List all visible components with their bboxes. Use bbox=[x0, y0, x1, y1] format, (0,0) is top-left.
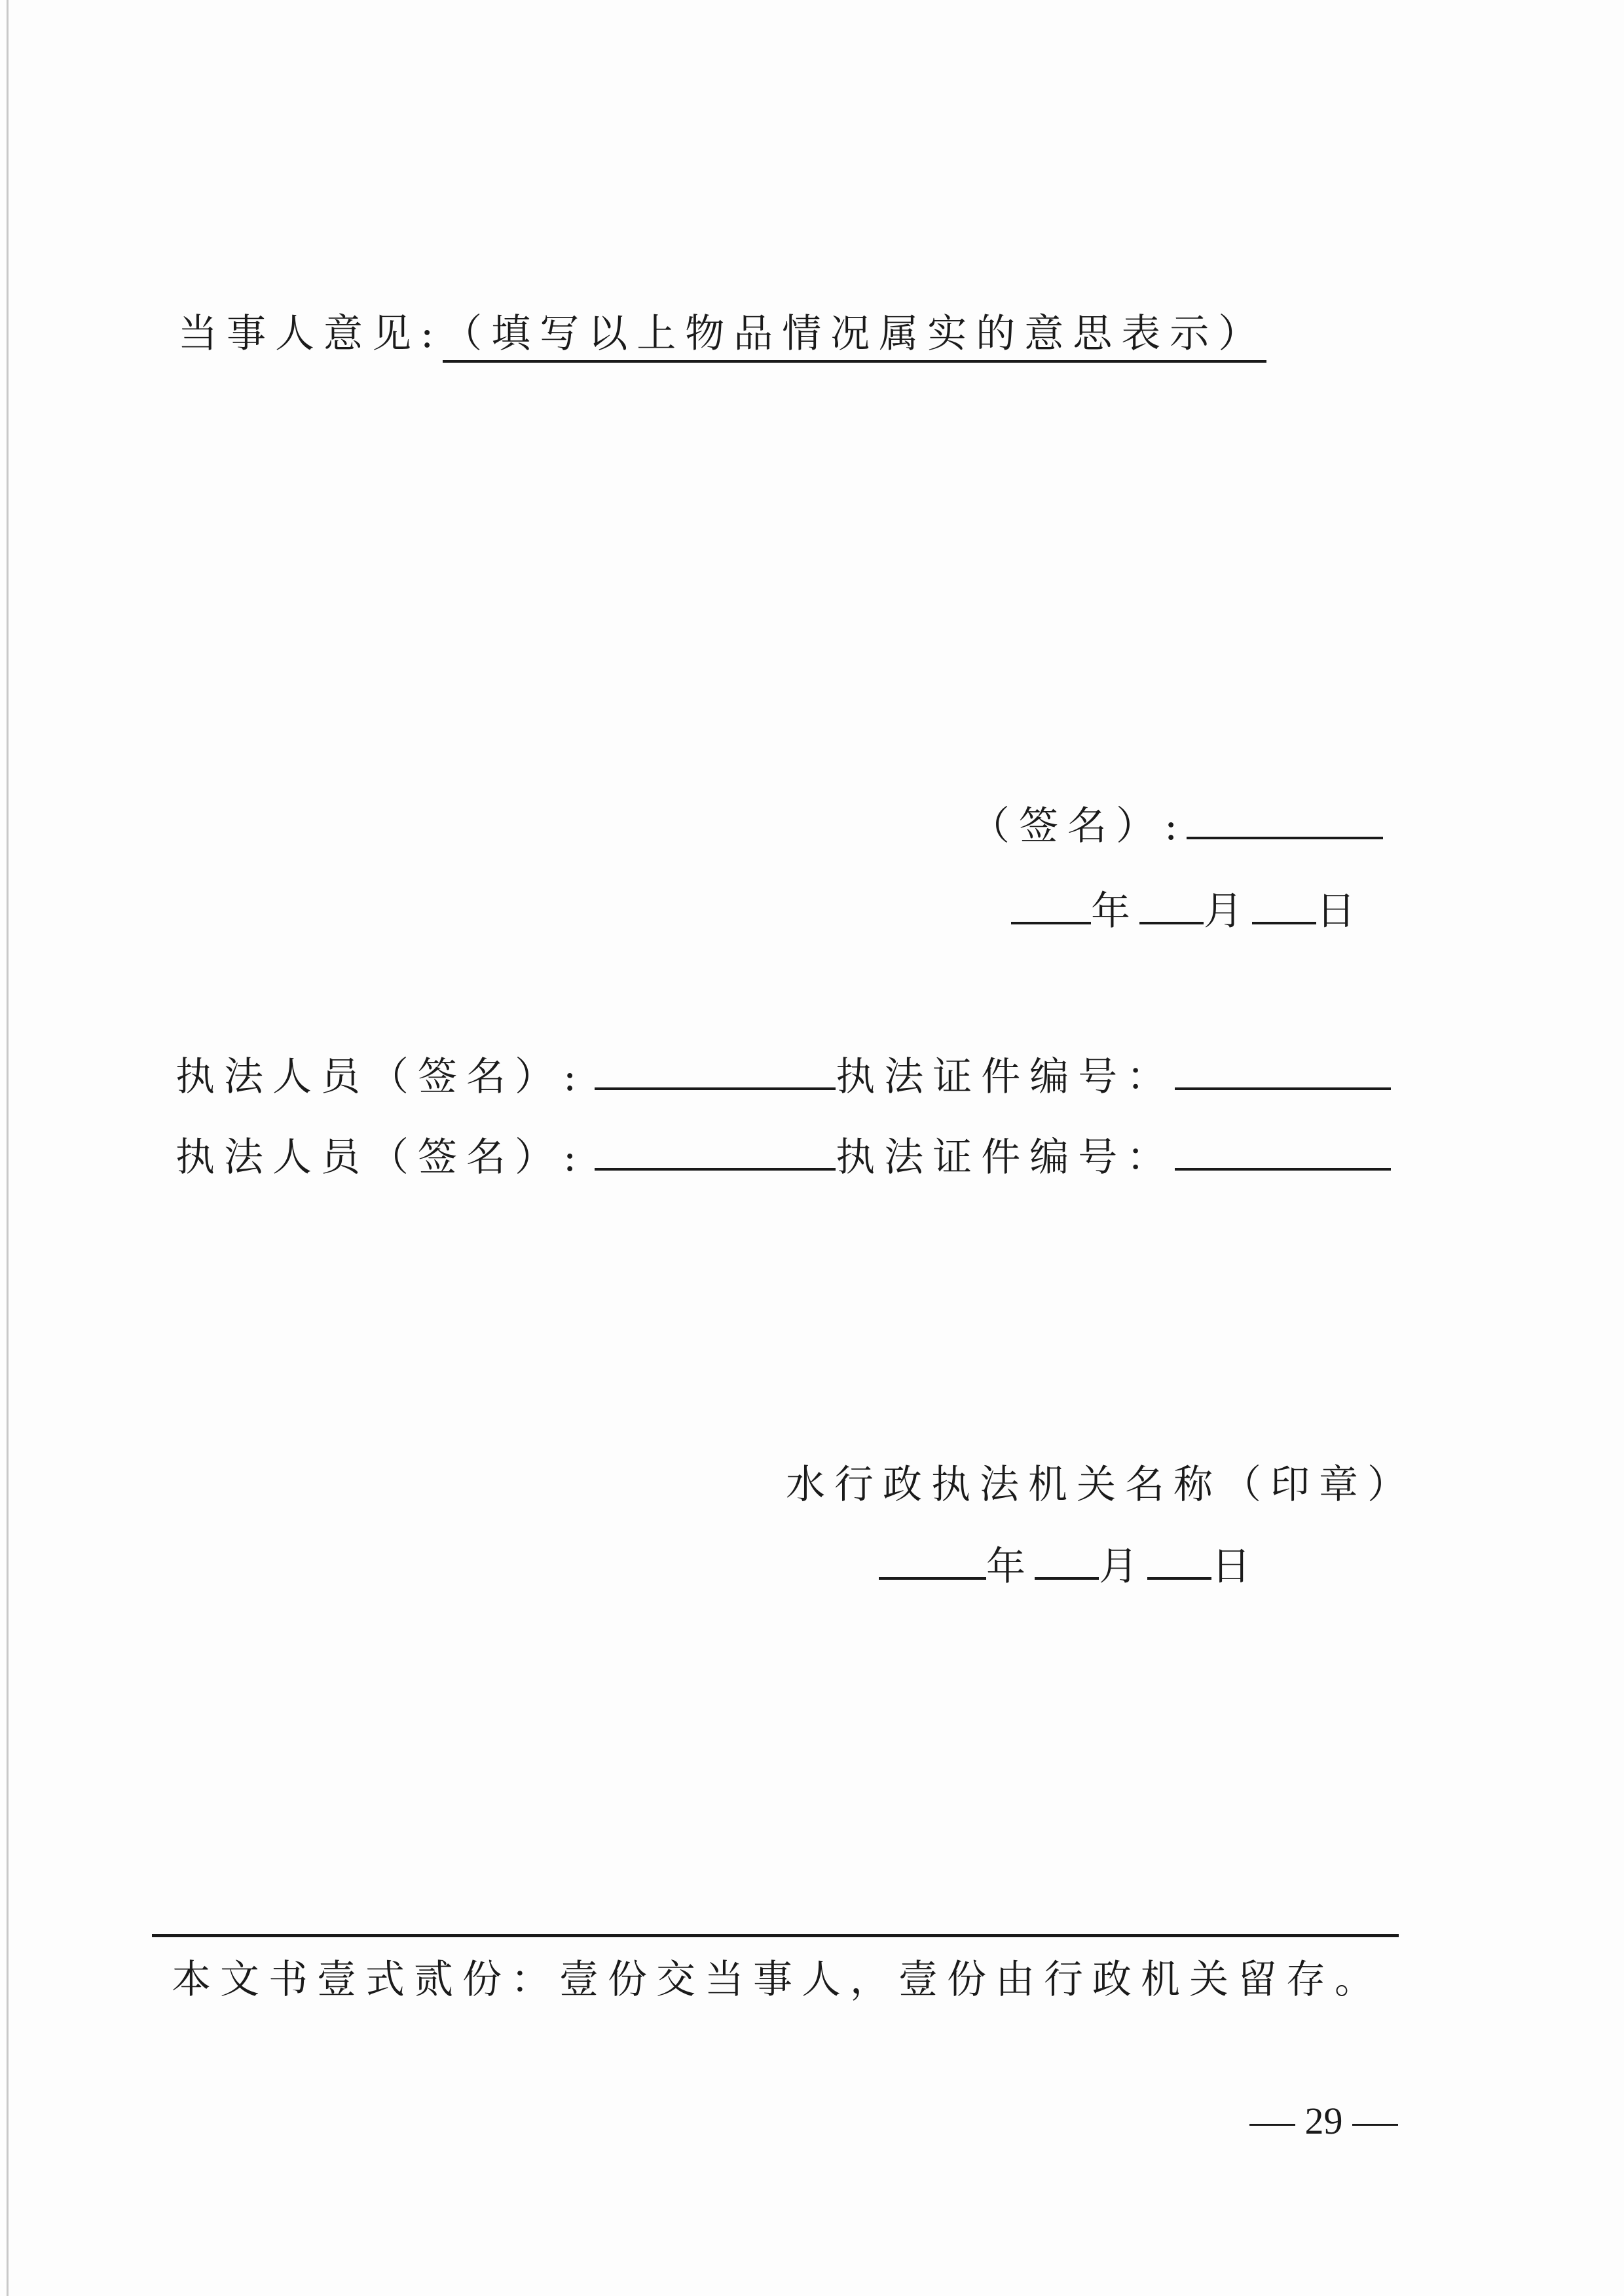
authority-name-label: 水行政执法机关名称（印章） bbox=[786, 1462, 1416, 1508]
party-signature-label: （签名）: bbox=[970, 803, 1187, 849]
officer-row-2 bbox=[175, 1131, 1391, 1184]
party-date-month-label: 月 bbox=[1204, 888, 1252, 934]
party-date-day-label: 日 bbox=[1316, 888, 1365, 934]
officer-1-cert-field[interactable] bbox=[1175, 1051, 1391, 1090]
authority-date-line bbox=[879, 1540, 1260, 1593]
officer-2-cert-field[interactable] bbox=[1175, 1131, 1391, 1171]
officer-2-cert-label: 执法证件编号： bbox=[836, 1135, 1175, 1180]
party-signature-line bbox=[970, 800, 1383, 852]
officer-row-1 bbox=[175, 1051, 1391, 1103]
party-opinion-fill-hint: （填写以上物品情况属实的意思表示） bbox=[443, 308, 1266, 363]
authority-name-line bbox=[786, 1459, 1416, 1511]
page-number-text: 29 bbox=[1304, 2100, 1343, 2142]
party-date-year-label: 年 bbox=[1091, 888, 1139, 934]
officer-1-cert-label: 执法证件编号： bbox=[836, 1054, 1175, 1100]
footer-note bbox=[172, 1954, 1383, 2006]
page-number bbox=[1249, 2095, 1398, 2147]
party-signature-field[interactable] bbox=[1187, 800, 1383, 839]
authority-date-day-field[interactable] bbox=[1147, 1540, 1211, 1580]
party-date-line bbox=[1011, 885, 1365, 938]
authority-date-month-label: 月 bbox=[1099, 1544, 1147, 1590]
officer-1-signature-field[interactable] bbox=[595, 1051, 836, 1090]
officer-2-signature-field[interactable] bbox=[595, 1131, 836, 1171]
authority-date-month-field[interactable] bbox=[1035, 1540, 1099, 1580]
party-date-year-field[interactable] bbox=[1011, 885, 1091, 924]
page-number-left-dash bbox=[1249, 2124, 1295, 2126]
page-number-right-dash bbox=[1352, 2124, 1398, 2126]
authority-date-year-field[interactable] bbox=[879, 1540, 986, 1580]
authority-date-day-label: 日 bbox=[1211, 1544, 1260, 1590]
party-opinion-line bbox=[178, 308, 1266, 363]
party-date-month-field[interactable] bbox=[1139, 885, 1204, 924]
officer-2-signature-label: 执法人员（签名）: bbox=[175, 1135, 586, 1180]
party-date-day-field[interactable] bbox=[1252, 885, 1316, 924]
party-opinion-label: 当事人意见: bbox=[178, 311, 443, 357]
page-edge bbox=[7, 0, 9, 2296]
officer-1-signature-label: 执法人员（签名）: bbox=[175, 1054, 586, 1100]
authority-date-year-label: 年 bbox=[986, 1544, 1035, 1590]
footer-divider bbox=[152, 1934, 1399, 1937]
footer-note-text: 本文书壹式贰份：壹份交当事人，壹份由行政机关留存。 bbox=[172, 1957, 1383, 2003]
